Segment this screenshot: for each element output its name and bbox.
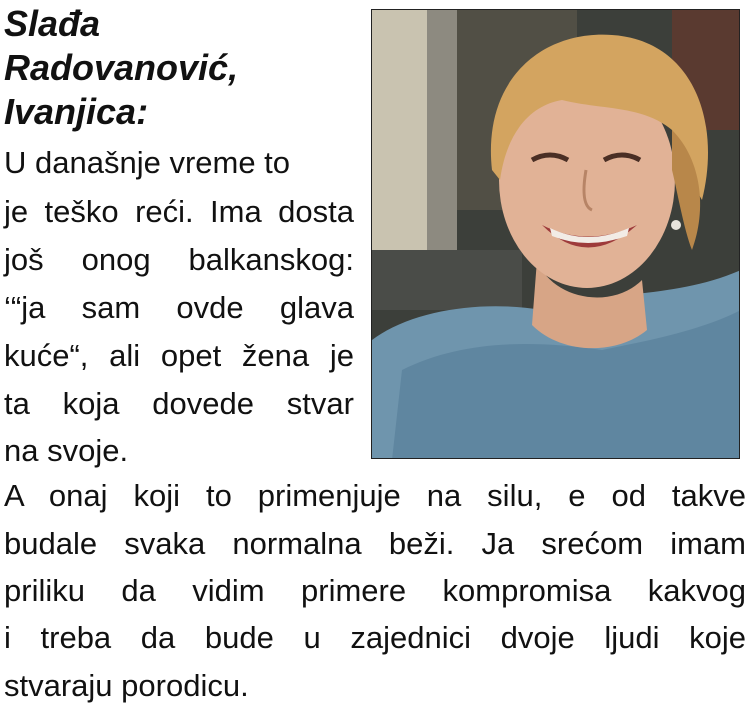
paragraph-line: i treba da bude u zajednici dvoje ljudi koje — [4, 620, 746, 655]
portrait-photo — [371, 9, 740, 459]
author-name — [4, 2, 364, 134]
paragraph-line: stvaraju porodicu. — [4, 668, 249, 703]
paragraph-line: ta koja dovede stvar — [4, 386, 354, 421]
paragraph-line: kuće“, ali opet žena je — [4, 338, 354, 373]
paragraph-line: na svoje. — [4, 433, 129, 468]
author-city: Ivanjica: — [4, 91, 149, 132]
paragraph-line: budale svaka normalna beži. Ja srećom imam — [4, 526, 746, 561]
author-first-name: Slađa — [4, 3, 101, 44]
paragraph-line: ‘“ja sam ovde glava — [4, 290, 354, 325]
paragraph-line: priliku da vidim primere kompromisa kakvog — [4, 573, 746, 608]
paragraph-line: U današnje vreme to — [4, 145, 291, 180]
paragraph-line: je teško reći. Ima dosta — [4, 194, 354, 229]
portrait-photo-icon — [372, 10, 740, 459]
author-last-name: Radovanović, — [4, 47, 239, 88]
paragraph-line: A onaj koji to primenjuje na silu, e od takve — [4, 478, 746, 513]
paragraph-line: još onog balkanskog: — [4, 242, 354, 277]
